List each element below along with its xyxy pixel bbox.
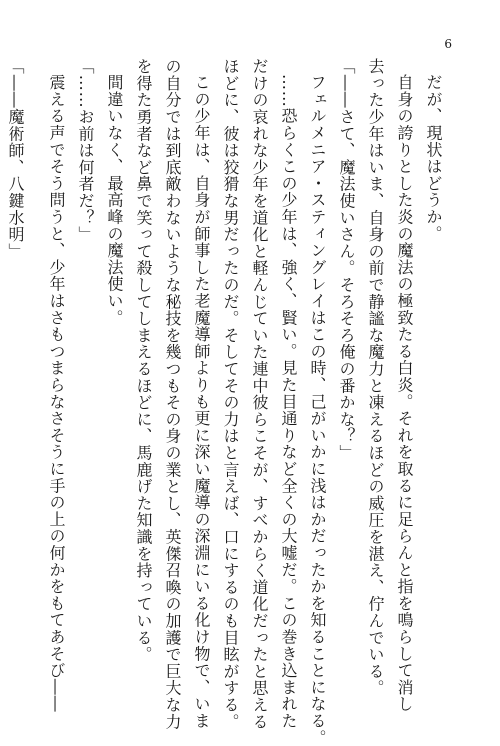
paragraph: フェルメニア・スティングレイはこの時、己がいかに浅はかだったかを知ることになる。 [308, 74, 327, 746]
paragraph: 間違いなく、最高峰の魔法使い。 [105, 74, 124, 326]
paragraph: だが、現状はどうか。 [424, 74, 443, 242]
dialogue-line: 「――魔術師、八鍵水明」 [6, 58, 25, 260]
page-number: 6 [444, 37, 452, 51]
paragraph: この少年は、自身が師事した老魔導師よりも更に深い魔導の深淵にいる化け物で、いま [192, 74, 211, 730]
paragraph: だけの哀れな少年を道化と軽んじていた連中彼らこそが、すべからく道化だったと思える [250, 58, 269, 730]
novel-text-body [0, 58, 448, 746]
paragraph: ……恐らくこの少年は、強く、賢い。見た目通りなど全くの大嘘だ。この巻き込まれた [279, 74, 298, 730]
dialogue-line: 「――さて、魔法使いさん。そろそろ俺の番かな？」 [337, 58, 356, 462]
paragraph: 去った少年はいま、自身の前で静謐な魔力と凍えるほどの威圧を湛え、佇んでいる。 [366, 58, 385, 697]
paragraph: ほどに、彼は狡猾な男だったのだ。そしてその力はと言えば、口にするのも目眩がする。 [221, 58, 240, 730]
dialogue-line: 「……お前は何者だ？」 [76, 58, 95, 243]
paragraph: の自分では到底敵わないような秘技を幾つもその身の業とし、英傑召喚の加護で巨大な力 [163, 58, 182, 730]
paragraph: 震える声でそう問うと、少年はさもつまらなさそうに手の上の何かをもてあそび―― [47, 74, 66, 713]
paragraph: を得た勇者など鼻で笑って殺してしまえるほどに、馬鹿げた知識を持っている。 [134, 58, 153, 663]
paragraph: 自身の誇りとした炎の魔法の極致たる白炎。それを取るに足らんと指を鳴らして消し [395, 74, 414, 713]
